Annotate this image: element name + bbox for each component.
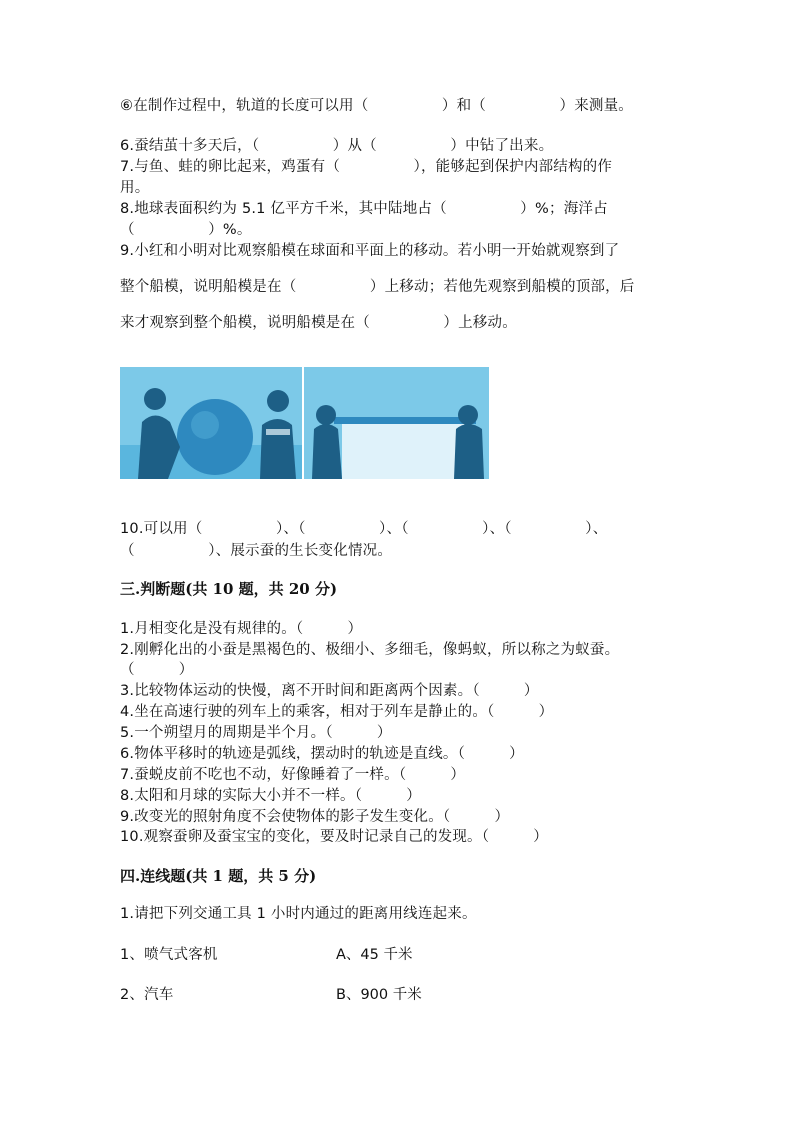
matching-question: 1.请把下列交通工具 1 小时内通过的距离用线连起来。 (120, 906, 477, 922)
judge-item-10: 10.观察蚕卵及蚕宝宝的变化，要及时记录自己的发现。（ ） (120, 829, 549, 845)
judge-item-4: 4.坐在高速行驶的列车上的乘客，相对于列车是静止的。（ ） (120, 704, 554, 720)
question-9-line2: 整个船模，说明船模是在（ ）上移动；若他先观察到船模的顶部，后 (120, 279, 635, 295)
judge-item-8: 8.太阳和月球的实际大小并不一样。（ ） (120, 788, 421, 804)
match-left-1: 1、喷气式客机 (120, 947, 218, 963)
question-6c-track-length: ⑥在制作过程中，轨道的长度可以用（ ）和（ ）来测量。 (120, 98, 633, 114)
question-7-line2: 用。 (120, 180, 150, 196)
judge-item-3: 3.比较物体运动的快慢，离不开时间和距离两个因素。（ ） (120, 683, 539, 699)
photo-ball-experiment (120, 367, 302, 479)
judge-item-6: 6.物体平移时的轨迹是弧线，摆动时的轨迹是直线。（ ） (120, 746, 524, 762)
judge-item-7: 7.蚕蜕皮前不吃也不动，好像睡着了一样。（ ） (120, 767, 466, 783)
question-6-silkworm: 6.蚕结茧十多天后，（ ）从（ ）中钻了出来。 (120, 138, 554, 154)
section-4-title: 四.连线题(共 1 题，共 5 分) (120, 867, 317, 885)
judge-item-1: 1.月相变化是没有规律的。（ ） (120, 621, 363, 637)
section-3-title: 三.判断题(共 10 题，共 20 分) (120, 580, 338, 598)
match-left-2: 2、汽车 (120, 987, 174, 1003)
judge-item-2-blank: （ ） (120, 662, 194, 678)
judge-item-5: 5.一个朔望月的周期是半个月。（ ） (120, 725, 392, 741)
question-9-line1: 9.小红和小明对比观察船模在球面和平面上的移动。若小明一开始就观察到了 (120, 243, 620, 259)
match-right-b: B、900 千米 (336, 987, 422, 1003)
match-right-a: A、45 千米 (336, 947, 413, 963)
question-7-line1: 7.与鱼、蛙的卵比起来，鸡蛋有（ ），能够起到保护内部结构的作 (120, 159, 613, 175)
photo-plane-experiment (304, 367, 489, 479)
question-10-line2: （ ）、展示蚕的生长变化情况。 (120, 543, 393, 559)
question-10-line1: 10.可以用（ ）、（ ）、（ ）、（ ）、 (120, 521, 608, 537)
question-9-line3: 来才观察到整个船模，说明船模是在（ ）上移动。 (120, 315, 517, 331)
judge-item-9: 9.改变光的照射角度不会使物体的影子发生变化。（ ） (120, 809, 510, 825)
question-8-line1: 8.地球表面积约为 5.1 亿平方千米，其中陆地占（ ）%；海洋占 (120, 201, 608, 217)
judge-item-2: 2.刚孵化出的小蚕是黑褐色的、极细小、多细毛，像蚂蚁，所以称之为蚁蚕。 (120, 642, 620, 658)
question-8-line2: （ ）%。 (120, 222, 252, 238)
